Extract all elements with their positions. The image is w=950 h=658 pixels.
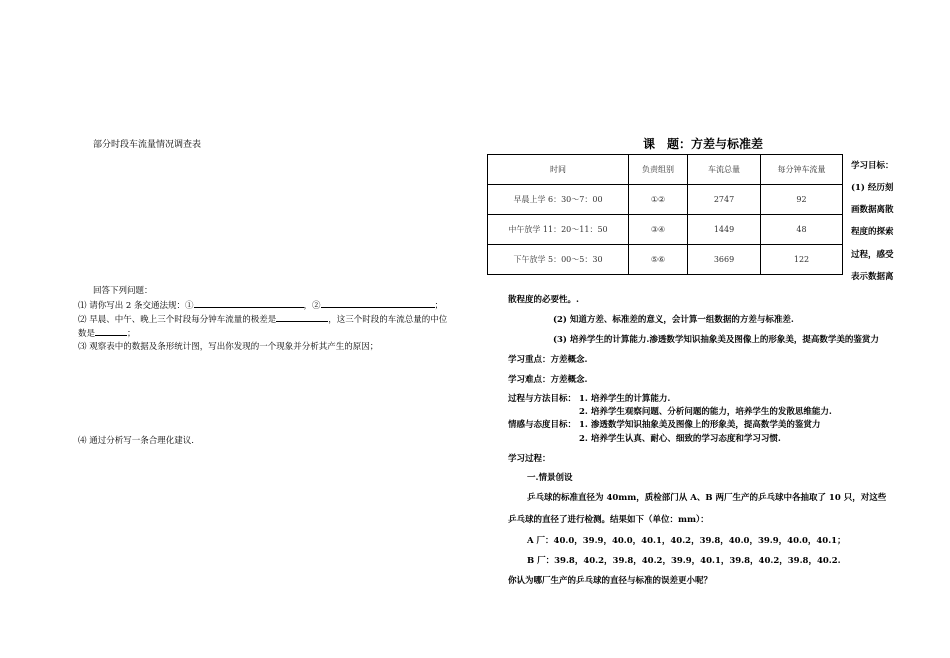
table-cell: ⑤⑥ [629,245,688,275]
table-cell: 下午放学 5：00～5：30 [488,245,629,275]
q1-blank-1[interactable] [194,298,304,308]
question-2-line2 [78,326,136,339]
emotion-item-1: 1. 渗透数学知识抽象美及图像上的形象美，提高数学美的鉴赏力 [579,420,821,430]
scenario-line-1: 乒乓球的标准直径为 40mm，质检部门从 A、B 两厂生产的乒乓球中各抽取了 10 只，对这些 [527,493,887,503]
table-cell: 2747 [688,185,761,215]
table-row [488,215,843,245]
process-label: 过程与方法目标： [508,394,577,404]
q2-line2: 数是 [78,329,96,339]
side-line: 表示数据离 [851,272,894,282]
table-cell: 中午放学 11：20～11：50 [488,215,629,245]
question-1 [78,298,443,311]
table-cell: ①② [629,185,688,215]
q1-prefix: ⑴ 请你写出 2 条交通法规：① [78,301,194,311]
table-cell: 3669 [688,245,761,275]
table-header: 车流总量 [688,155,761,185]
table-header: 时间 [488,155,629,185]
table-row [488,185,843,215]
survey-table-caption: 部分时段车流量情况调查表 [93,140,202,150]
q2-blank-2[interactable] [95,326,127,336]
table-cell: 1449 [688,215,761,245]
difficult-point: 学习难点：方差概念. [508,375,588,385]
table-cell: ③④ [629,215,688,245]
question-2 [78,312,447,325]
question-4: ⑷ 通过分析写一条合理化建议. [78,436,194,446]
table-header-row [488,155,843,185]
table-header: 负责组别 [629,155,688,185]
key-point: 学习重点：方差概念. [508,355,588,365]
lesson-title: 课 题：方差与标准差 [643,137,764,151]
side-line: 程度的探索 [851,227,894,237]
answer-heading: 回答下列问题： [93,286,153,296]
q1-end: ； [434,301,444,311]
section-heading: 一.情景创设 [527,473,573,483]
table-cell: 92 [761,185,843,215]
learning-process-heading: 学习过程： [508,454,551,464]
table-cell: 122 [761,245,843,275]
q2-part2: ，这三个时段的车流总量的中位 [328,315,448,325]
table-cell: 48 [761,215,843,245]
table-cell: 早晨上学 6：30～7：00 [488,185,629,215]
factory-b-data: B 厂：39.8，40.2，39.8，40.2，39.9，40.1，39.8，40.2，39.8，40.2. [527,556,841,566]
goal-2: (2) 知道方差、标准差的意义，会计算一组数据的方差与标准差. [553,315,794,325]
side-line: (1) 经历刻 [851,183,894,193]
factory-a-data: A 厂：40.0，39.9，40.0，40.1，40.2，39.8，40.0，39.9，40.0，40.1； [527,536,846,546]
emotion-item-2: 2. 培养学生认真、耐心、细致的学习态度和学习习惯. [579,434,781,444]
scenario-line-2: 乒乓球的直径了进行检测。结果如下（单位：mm）： [508,515,709,525]
goal-1-continuation: 散程度的必要性。. [508,295,579,305]
table-header: 每分钟车流量 [761,155,843,185]
q2-end: ； [127,329,136,339]
emotion-label: 情感与态度目标： [508,420,577,430]
closing-question: 你认为哪厂生产的乒乓球的直径与标准的误差更小呢？ [508,576,713,586]
q2-blank-1[interactable] [276,312,328,322]
q1-mid: ，② [303,301,321,311]
table-row [488,245,843,275]
side-line: 过程，感受 [851,250,894,260]
question-3: ⑶ 观察表中的数据及条形统计图，写出你发现的一个现象并分析其产生的原因； [78,342,379,352]
process-item-2: 2. 培养学生观察问题、分析问题的能力，培养学生的发散思维能力. [579,407,832,417]
side-line: 学习目标： [851,161,894,171]
traffic-survey-table [487,154,843,275]
goal-3: (3) 培养学生的计算能力.渗透数学知识抽象美及图像上的形象美，提高数学美的鉴赏力 [553,335,879,345]
side-line: 画数据离散 [851,205,894,215]
q1-blank-2[interactable] [321,298,435,308]
q2-part1: ⑵ 早晨、中午、晚上三个时段每分钟车流量的极差是 [78,315,277,325]
process-item-1: 1. 培养学生的计算能力. [579,394,671,404]
